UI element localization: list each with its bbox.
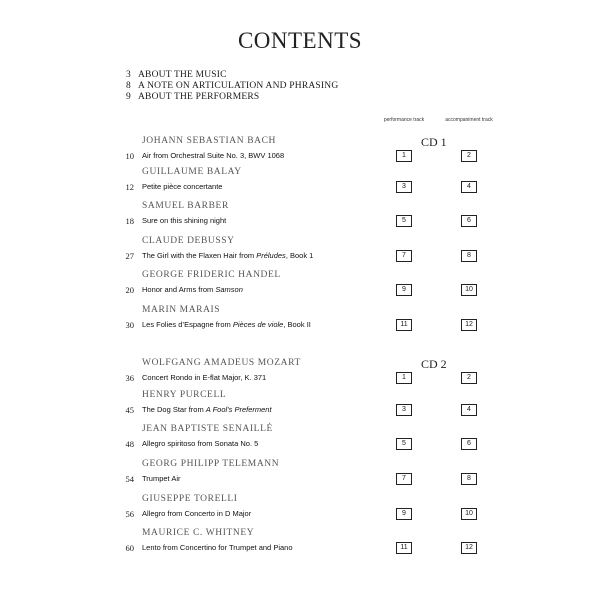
accompaniment-track-header: accompaniment track xyxy=(445,117,493,123)
composer-name: GUILLAUME BALAY xyxy=(142,167,242,177)
page-number: 18 xyxy=(125,216,134,226)
contents-entry[interactable] xyxy=(0,494,600,524)
page-number: 48 xyxy=(125,439,134,449)
performance-track-number: 3 xyxy=(396,404,412,416)
composer-name: GIUSEPPE TORELLI xyxy=(142,494,238,504)
piece-title: Concert Rondo in E-flat Major, K. 371 xyxy=(142,373,267,382)
piece-title: Honor and Arms from Samson xyxy=(142,285,243,294)
page-number: 54 xyxy=(125,474,134,484)
piece-title: The Dog Star from A Fool's Preferment xyxy=(142,405,272,414)
performance-track-number: 9 xyxy=(396,284,412,296)
accompaniment-track-number: 2 xyxy=(461,372,477,384)
contents-entry[interactable] xyxy=(0,424,600,454)
cd1-label: CD 1 xyxy=(421,135,447,149)
accompaniment-track-number: 4 xyxy=(461,404,477,416)
page-number: 30 xyxy=(125,320,134,330)
composer-name: SAMUEL BARBER xyxy=(142,201,229,211)
composer-name: JEAN BAPTISTE SENAILLÉ xyxy=(142,424,273,434)
contents-entry[interactable] xyxy=(0,270,600,300)
piece-title: Allegro spiritoso from Sonata No. 5 xyxy=(142,439,259,448)
composer-name: MARIN MARAIS xyxy=(142,305,221,315)
contents-entry[interactable] xyxy=(0,236,600,266)
piece-title: The Girl with the Flaxen Hair from Préludes, Book 1 xyxy=(142,251,314,260)
accompaniment-track-number: 10 xyxy=(461,284,477,296)
performance-track-number: 7 xyxy=(396,473,412,485)
accompaniment-track-number: 12 xyxy=(461,319,477,331)
front-matter-label: A NOTE ON ARTICULATION AND PHRASING xyxy=(138,81,339,91)
piece-title: Sure on this shining night xyxy=(142,216,227,225)
piece-title: Lento from Concertino for Trumpet and Piano xyxy=(142,543,293,552)
piece-title: Trumpet Air xyxy=(142,474,181,483)
accompaniment-track-number: 8 xyxy=(461,250,477,262)
accompaniment-track-number: 6 xyxy=(461,215,477,227)
contents-entry[interactable] xyxy=(0,305,600,335)
page-number: 9 xyxy=(126,92,131,102)
page-number: 56 xyxy=(125,509,134,519)
performance-track-number: 5 xyxy=(396,215,412,227)
page-number: 20 xyxy=(125,285,134,295)
front-matter-label: ABOUT THE PERFORMERS xyxy=(138,92,260,102)
page-number: 60 xyxy=(125,543,134,553)
contents-entry[interactable] xyxy=(0,201,600,231)
composer-name: CLAUDE DEBUSSY xyxy=(142,236,235,246)
front-matter-list xyxy=(126,70,338,103)
performance-track-number: 3 xyxy=(396,181,412,193)
accompaniment-track-number: 10 xyxy=(461,508,477,520)
piece-title: Air from Orchestral Suite No. 3, BWV 1068 xyxy=(142,151,285,160)
page-number: 3 xyxy=(126,70,131,80)
page-title: CONTENTS xyxy=(237,28,363,53)
page-number: 27 xyxy=(125,251,134,261)
contents-entry[interactable] xyxy=(0,136,600,166)
accompaniment-track-number: 12 xyxy=(461,542,477,554)
accompaniment-track-number: 6 xyxy=(461,438,477,450)
piece-title: Petite pièce concertante xyxy=(142,182,223,191)
composer-name: MAURICE C. WHITNEY xyxy=(142,528,255,538)
performance-track-number: 7 xyxy=(396,250,412,262)
performance-track-number: 1 xyxy=(396,150,412,162)
piece-title: Allegro from Concerto in D Major xyxy=(142,509,252,518)
page-number: 12 xyxy=(125,182,134,192)
piece-title: Les Folies d’Espagne from Pièces de viole, Book II xyxy=(142,320,311,329)
cd2-label: CD 2 xyxy=(421,357,447,371)
front-matter-item[interactable] xyxy=(126,70,338,81)
front-matter-label: ABOUT THE MUSIC xyxy=(138,70,227,80)
front-matter-item[interactable] xyxy=(126,92,338,103)
contents-entry[interactable] xyxy=(0,390,600,420)
contents-entry[interactable] xyxy=(0,167,600,197)
contents-entry[interactable] xyxy=(0,358,600,388)
accompaniment-track-number: 4 xyxy=(461,181,477,193)
front-matter-item[interactable] xyxy=(126,81,338,92)
performance-track-number: 11 xyxy=(396,319,412,331)
composer-name: HENRY PURCELL xyxy=(142,390,227,400)
page-number: 45 xyxy=(125,405,134,415)
contents-entry[interactable] xyxy=(0,459,600,489)
page-number: 36 xyxy=(125,373,134,383)
composer-name: GEORGE FRIDERIC HANDEL xyxy=(142,270,281,280)
composer-name: WOLFGANG AMADEUS MOZART xyxy=(142,358,301,368)
page-number: 10 xyxy=(125,151,134,161)
performance-track-header: performance track xyxy=(383,117,425,123)
composer-name: GEORG PHILIPP TELEMANN xyxy=(142,459,280,469)
page-number: 8 xyxy=(126,81,131,91)
accompaniment-track-number: 8 xyxy=(461,473,477,485)
accompaniment-track-number: 2 xyxy=(461,150,477,162)
performance-track-number: 1 xyxy=(396,372,412,384)
contents-entry[interactable] xyxy=(0,528,600,558)
performance-track-number: 5 xyxy=(396,438,412,450)
performance-track-number: 11 xyxy=(396,542,412,554)
performance-track-number: 9 xyxy=(396,508,412,520)
composer-name: JOHANN SEBASTIAN BACH xyxy=(142,136,276,146)
